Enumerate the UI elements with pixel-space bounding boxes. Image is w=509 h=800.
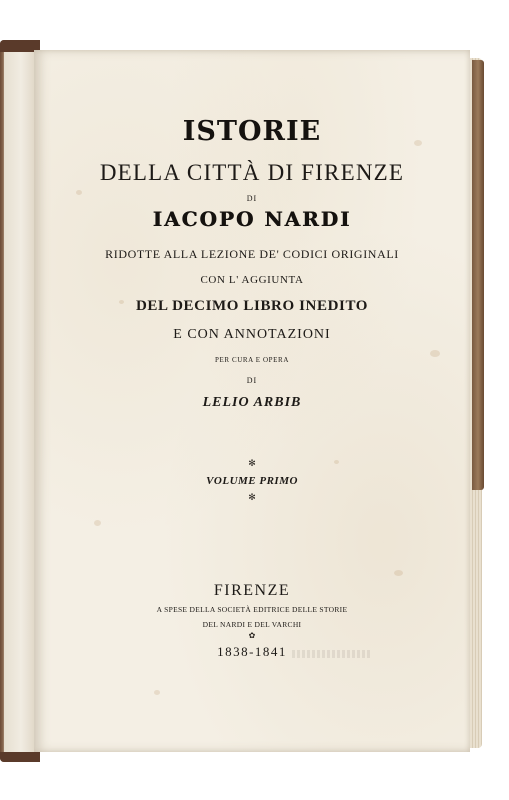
publication-years: 1838-1841 — [217, 644, 287, 659]
book-subtitle: DELLA CITTÀ DI FIRENZE — [99, 160, 405, 185]
title-page — [34, 50, 470, 752]
imprint-city: FIRENZE — [213, 582, 291, 599]
edition-note-line: RIDOTTE ALLA LEZIONE DE' CODICI ORIGINALI — [105, 247, 399, 261]
book-title: ISTORIE — [182, 116, 322, 147]
curated-by-line: PER CURA E OPERA — [215, 356, 289, 364]
imprint-publisher-line: A SPESE DELLA SOCIETÀ EDITRICE DELLE STORIE — [156, 605, 348, 614]
editor-by-label: DI — [246, 376, 258, 385]
editor-name: LELIO ARBIB — [202, 395, 302, 410]
addition-note-line: CON L' AGGIUNTA — [200, 274, 304, 286]
imprint-publisher-line-2: DEL NARDI E DEL VARCHI — [202, 620, 302, 629]
asterism-ornament-icon: ✻ — [248, 493, 256, 503]
back-board-edge — [472, 60, 484, 490]
foxing-spot — [394, 570, 403, 576]
asterism-ornament-icon: ✻ — [248, 459, 256, 469]
foxing-spot — [94, 520, 101, 526]
tenth-book-line: DEL DECIMO LIBRO INEDITO — [135, 298, 369, 314]
annotations-line: E CON ANNOTAZIONI — [173, 327, 331, 342]
flyleaf — [4, 52, 38, 752]
stamp-offset-mark — [292, 650, 372, 658]
volume-label: VOLUME PRIMO — [206, 475, 298, 487]
by-label: DI — [246, 194, 258, 203]
foxing-spot — [154, 690, 160, 695]
flower-ornament-icon: ✿ — [248, 631, 256, 640]
author-name: IACOPO NARDI — [152, 207, 352, 231]
